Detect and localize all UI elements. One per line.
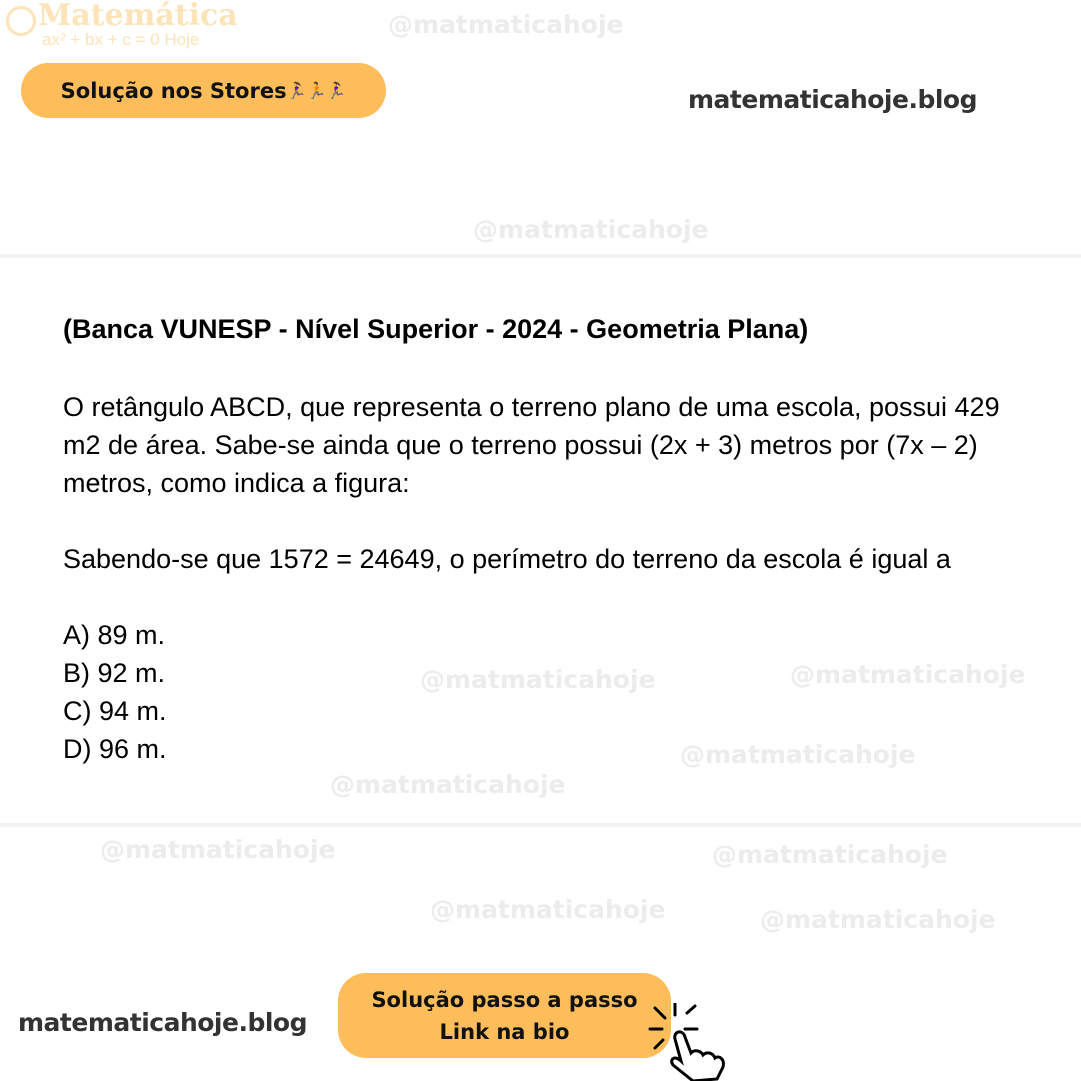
options-list xyxy=(63,616,263,768)
logo-title: Matemática xyxy=(38,0,238,33)
question-body: O retângulo ABCD, que representa o terreno plano de uma escola, possui 429 m2 de área. Sabe-se ainda que o terreno possui (2x + 3) metros por (7x – 2) metros, como indica a figura: xyxy=(63,392,1000,498)
logo-subtitle: ax² + bx + c = 0 Hoje xyxy=(42,30,200,49)
option-b: B) 92 m. xyxy=(63,658,166,688)
solution-link-button[interactable] xyxy=(338,973,671,1058)
watermark: @matmaticahoje xyxy=(420,665,656,694)
watermark: @matmaticahoje xyxy=(473,215,709,244)
divider xyxy=(0,823,1081,827)
running-emoji-icon: 🏃‍♀️🏃🏃‍♀️ xyxy=(286,81,347,100)
site-url-top[interactable]: matematicahoje.blog xyxy=(688,85,977,114)
watermark: @matmaticahoje xyxy=(790,660,1026,689)
divider xyxy=(0,254,1081,258)
solution-button-line2: Link na bio xyxy=(439,1019,570,1044)
question-prompt: Sabendo-se que 1572 = 24649, o perímetro do terreno da escola é igual a xyxy=(63,544,951,574)
option-a: A) 89 m. xyxy=(63,620,166,650)
stores-button-label: Solução nos Stores xyxy=(60,78,287,103)
watermark: @matmaticahoje xyxy=(430,895,666,924)
question-header: (Banca VUNESP - Nível Superior - 2024 - Geometria Plana) xyxy=(63,314,809,344)
watermark: @matmaticahoje xyxy=(330,770,566,799)
logo xyxy=(2,0,238,52)
watermark: @matmaticahoje xyxy=(712,840,948,869)
globe-pin-icon xyxy=(6,6,36,36)
option-d: D) 96 m. xyxy=(63,734,167,764)
watermark: @matmaticahoje xyxy=(680,740,916,769)
watermark: @matmaticahoje xyxy=(760,905,996,934)
hand-click-icon xyxy=(645,1003,730,1081)
site-url-bottom[interactable]: matematicahoje.blog xyxy=(18,1008,307,1037)
stores-button[interactable] xyxy=(21,63,386,118)
watermark: @matmaticahoje xyxy=(388,10,624,39)
watermark: @matmaticahoje xyxy=(100,835,336,864)
solution-button-line1: Solução passo a passo xyxy=(371,987,638,1012)
option-c: C) 94 m. xyxy=(63,696,167,726)
question xyxy=(63,310,1038,768)
